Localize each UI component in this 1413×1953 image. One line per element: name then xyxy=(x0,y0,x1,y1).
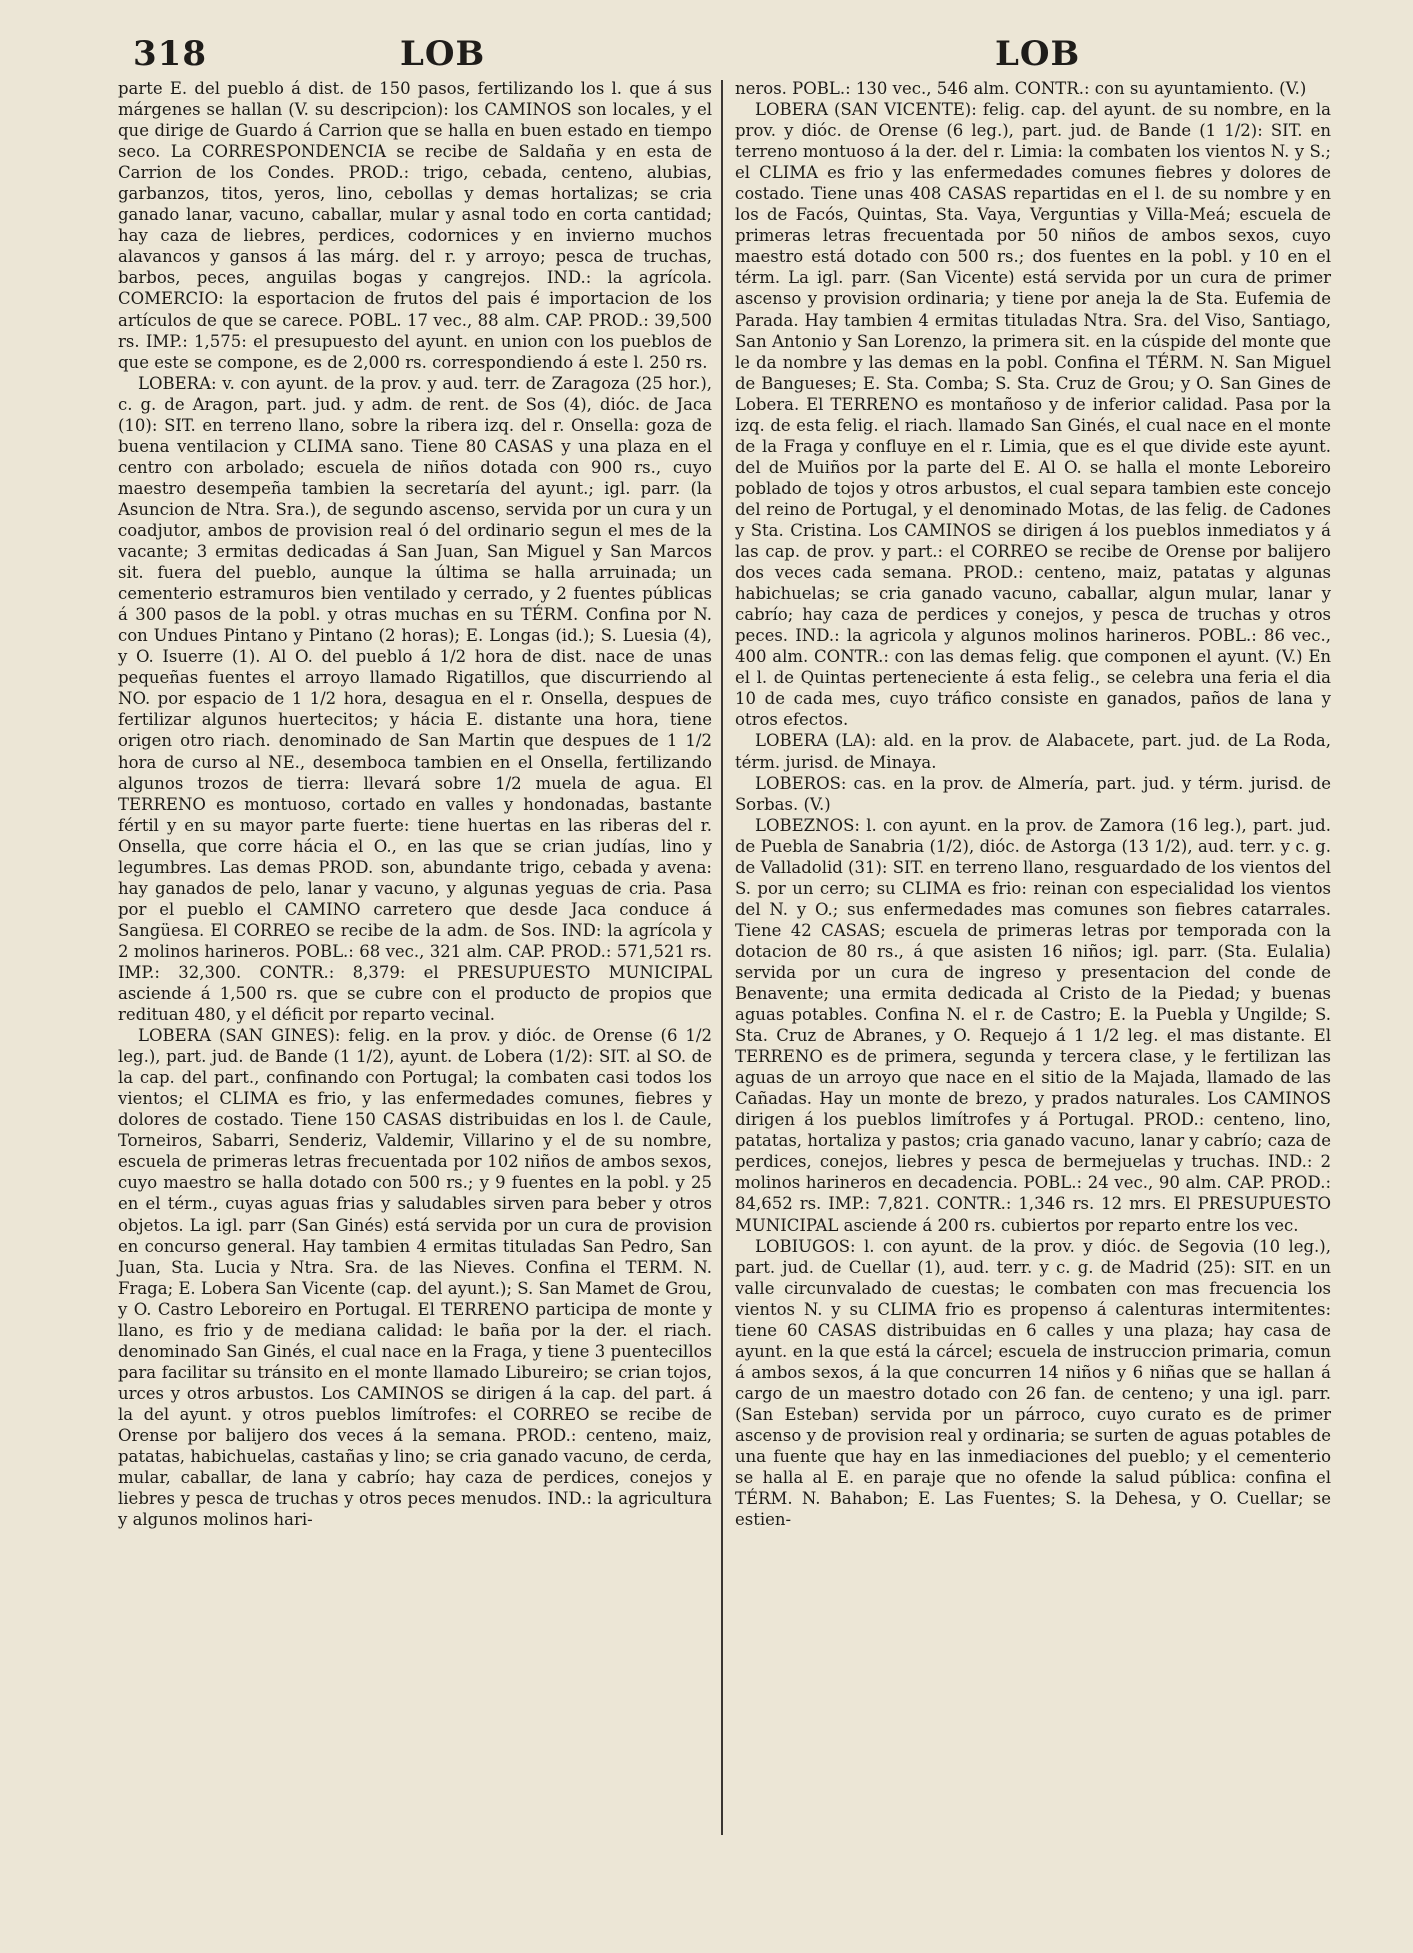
dictionary-entry: LOBEROS: cas. en la prov. de Almería, part. jud. y térm. jurisd. de Sorbas. (V.) xyxy=(735,773,1331,814)
dictionary-entry: neros. POBL.: 130 vec., 546 alm. CONTR.: con su ayuntamiento. (V.) xyxy=(735,79,1307,98)
column-divider xyxy=(721,80,723,1835)
left-column xyxy=(118,78,712,1530)
dictionary-entry: LOBEZNOS: l. con ayunt. en la prov. de Zamora (16 leg.), part. jud. de Puebla de Sanabria (1/2), dióc. de Astorga (13 1/2), aud. terr. y c. g. de Valladolid (31): SIT. en terreno llano, resguardado de los vientos del S. por un cerro; su CLIMA es frio: reinan con especialidad los vientos del N. y O.; sus enfermedades mas comunes son fiebres catarrales. Tiene 42 CASAS; escuela de primeras letras por temporada con la dotacion de 80 rs., á que asisten 16 niños; igl. parr. (Sta. Eulalia) servida por un cura de ingreso y presentacion del conde de Benavente; una ermita dedicada al Cristo de la Piedad; y buenas aguas potables. Confina N. el r. de Castro; E. la Puebla y Ungilde; S. Sta. Cruz de Abranes, y O. Requejo á 1 1/2 leg. el mas distante. El TERRENO es de primera, segunda y tercera clase, y le fertilizan las aguas de un arroyo que nace en el sitio de la Majada, llamado de las Cañadas. Hay un monte de brezo, y prados naturales. Los CAMINOS dirigen á los pueblos limítrofes y á Portugal. PROD.: centeno, lino, patatas, hortaliza y pastos; cria ganado vacuno, lanar y cabrío; caza de perdices, conejos, liebres y pesca de bermejuelas y truchas. IND.: 2 molinos harineros en decadencia. POBL.: 24 vec., 90 alm. CAP. PROD.: 84,652 rs. IMP.: 7,821. CONTR.: 1,346 rs. 12 mrs. El PRESUPUESTO MUNICIPAL asciende á 200 rs. cubiertos por reparto entre los vec. xyxy=(735,815,1331,1235)
dictionary-entry: LOBERA (LA): ald. en la prov. de Alabacete, part. jud. de La Roda, térm. jurisd. de Minaya. xyxy=(735,731,1331,772)
page-number: 318 xyxy=(133,34,207,74)
dictionary-entry: LOBERA: v. con ayunt. de la prov. y aud. terr. de Zaragoza (25 hor.), c. g. de Aragon, part. jud. y adm. de rent. de Sos (4), dióc. de Jaca (10): SIT. en terreno llano, sobre la ribera izq. del r. Onsella: goza de buena ventilacion y CLIMA sano. Tiene 80 CASAS y una plaza en el centro con arbolado; escuela de niños dotada con 900 rs., cuyo maestro desempeña tambien la secretaría del ayunt.; igl. parr. (la Asuncion de Ntra. Sra.), de segundo ascenso, servida por un cura y un coadjutor, ambos de provision real ó del ordinario segun el mes de la vacante; 3 ermitas dedicadas á San Juan, San Miguel y San Marcos sit. fuera del pueblo, aunque la última se halla arruinada; un cementerio estramuros bien ventilado y cerrado, y 2 fuentes públicas á 300 pasos de la pobl. y otras muchas en su TÉRM. Confina por N. con Undues Pintano y Pintano (2 horas); E. Longas (id.); S. Luesia (4), y O. Isuerre (1). Al O. del pueblo á 1/2 hora de dist. nace de unas pequeñas fuentes el arroyo llamado Rigatillos, que discurriendo al NO. por espacio de 1 1/2 hora, desagua en el r. Onsella, despues de fertilizar algunos huertecitos; y hácia E. distante una hora, tiene origen otro riach. denominado de San Martin que despues de 1 1/2 hora de curso al NE., desemboca tambien en el Onsella, fertilizando algunos trozos de tierra: llevará sobre 1/2 muela de agua. El TERRENO es montuoso, cortado en valles y hondonadas, bastante fértil y en su mayor parte fuerte: tiene huertas en las riberas del r. Onsella, que corre hácia el O., en las que se crian judías, lino y legumbres. Las demas PROD. son, abundante trigo, cebada y avena: hay ganados de pelo, lanar y vacuno, y algunas yeguas de cria. Pasa por el pueblo el CAMINO carretero que desde Jaca conduce á Sangüesa. El CORREO se recibe de la adm. de Sos. IND: la agrícola y 2 molinos harineros. POBL.: 68 vec., 321 alm. CAP. PROD.: 571,521 rs. IMP.: 32,300. CONTR.: 8,379: el PRESUPUESTO MUNICIPAL asciende á 1,500 rs. que se cubre con el producto de propios que redituan 480, y el déficit por reparto vecinal. xyxy=(118,373,712,1025)
dictionary-entry: LOBERA (SAN GINES): felig. en la prov. y dióc. de Orense (6 1/2 leg.), part. jud. de Bande (1 1/2), ayunt. de Lobera (1/2): SIT. al SO. de la cap. del part., confinando con Portugal; la combaten casi todos los vientos; el CLIMA es frio, y las enfermedades comunes, fiebres y dolores de costado. Tiene 150 CASAS distribuidas en los l. de Caule, Torneiros, Sabarri, Senderiz, Valdemir, Villarino y el de su nombre, escuela de primeras letras frecuentada por 102 niños de ambos sexos, cuyo maestro se halla dotado con 500 rs.; y 9 fuentes en la pobl. y 25 en el térm., cuyas aguas frias y saludables sirven para beber y otros objetos. La igl. parr (San Ginés) está servida por un cura de provision en concurso general. Hay tambien 4 ermitas tituladas San Pedro, San Juan, Sta. Lucia y Ntra. Sra. de las Nieves. Confina el TERM. N. Fraga; E. Lobera San Vicente (cap. del ayunt.); S. San Mamet de Grou, y O. Castro Leboreiro en Portugal. El TERRENO participa de monte y llano, es frio y de mediana calidad: le baña por la der. el riach. denominado San Ginés, el cual nace en la Fraga, y tiene 3 puentecillos para facilitar su tránsito en el monte llamado Libureiro; se crian tojos, urces y otros arbustos. Los CAMINOS se dirigen á la cap. del part. á la del ayunt. y otros pueblos limítrofes: el CORREO se recibe de Orense por balijero dos veces á la semana. PROD.: centeno, maiz, patatas, habichuelas, castañas y lino; se cria ganado vacuno, de cerda, mular, caballar, de lana y cabrío; hay caza de perdices, conejos y liebres y pesca de truchas y otros peces menudos. IND.: la agricultura y algunos molinos hari- xyxy=(118,1026,712,1530)
right-column xyxy=(735,78,1331,1530)
dictionary-entry: LOBERA (SAN VICENTE): felig. cap. del ayunt. de su nombre, en la prov. y dióc. de Orense (6 leg.), part. jud. de Bande (1 1/2): SIT. en terreno montuoso á la der. del r. Limia: la combaten los vientos N. y S.; el CLIMA es frio y las enfermedades comunes fiebres y dolores de costado. Tiene unas 408 CASAS repartidas en el l. de su nombre y en los de Facós, Quintas, Sta. Vaya, Verguntias y Villa-Meá; escuela de primeras letras frecuentada por 50 niños de ambos sexos, cuyo maestro está dotado con 500 rs.; dos fuentes en la pobl. y 10 en el térm. La igl. parr. (San Vicente) está servida por un cura de primer ascenso y provision ordinaria; y tiene por aneja la de Sta. Eufemia de Parada. Hay tambien 4 ermitas tituladas Ntra. Sra. del Viso, Santiago, San Antonio y San Lorenzo, la primera sit. en la cúspide del monte que le da nombre y las demas en la pobl. Confina el TÉRM. N. San Miguel de Bangueses; E. Sta. Comba; S. Sta. Cruz de Grou; y O. San Gines de Lobera. El TERRENO es montañoso y de inferior calidad. Pasa por la izq. de esta felig. el riach. llamado San Ginés, el cual nace en el monte de la Fraga y confluye en el r. Limia, que es el que divide este ayunt. del de Muiños por la parte del E. Al O. se halla el monte Leboreiro poblado de tojos y otros arbustos, el cual separa tambien este concejo del reino de Portugal, y el denominado Motas, de las felig. de Cadones y Sta. Cristina. Los CAMINOS se dirigen á los pueblos inmediatos y á las cap. de prov. y part.: el CORREO se recibe de Orense por balijero dos veces cada semana. PROD.: centeno, maiz, patatas y algunas habichuelas; se cria ganado vacuno, caballar, algun mular, lanar y cabrío; hay caza de perdices y conejos, y pesca de truchas y otros peces. IND.: la agricola y algunos molinos harineros. POBL.: 86 vec., 400 alm. CONTR.: con las demas felig. que componen el ayunt. (V.) En el l. de Quintas perteneciente á esta felig., se celebra una feria el dia 10 de cada mes, cuyo tráfico consiste en ganados, paños de lana y otros efectos. xyxy=(735,100,1331,730)
running-head-right: LOB xyxy=(995,34,1081,74)
dictionary-entry: parte E. del pueblo á dist. de 150 pasos, fertilizando los l. que á sus márgenes se hallan (V. su descripcion): los CAMINOS son locales, y el que dirige de Guardo á Carrion que se halla en buen estado en tiempo seco. La CORRESPONDENCIA se recibe de Saldaña y en esta de Carrion de los Condes. PROD.: trigo, cebada, centeno, alubias, garbanzos, titos, yeros, lino, cebollas y demas hortalizas; se cria ganado lanar, vacuno, caballar, mular y asnal todo en corta cantidad; hay caza de liebres, perdices, codornices y en invierno muchos alavancos y gansos á las márg. del r. y arroyo; pesca de truchas, barbos, peces, anguilas bogas y cangrejos. IND.: la agrícola. COMERCIO: la esportacion de frutos del pais é importacion de los artículos de que se carece. POBL. 17 vec., 88 alm. CAP. PROD.: 39,500 rs. IMP.: 1,575: el presupuesto del ayunt. en union con los pueblos de que este se compone, es de 2,000 rs. correspondiendo á este l. 250 rs. xyxy=(118,79,712,372)
running-head-left: LOB xyxy=(400,34,486,74)
dictionary-entry: LOBIUGOS: l. con ayunt. de la prov. y dióc. de Segovia (10 leg.), part. jud. de Cuellar (1), aud. terr. y c. g. de Madrid (25): SIT. en un valle circunvalado de cuestas; le combaten con mas frecuencia los vientos N. y su CLIMA frio es propenso á calenturas intermitentes: tiene 60 CASAS distribuidas en 6 calles y una plaza; hay casa de ayunt. en la que está la cárcel; escuela de instruccion primaria, comun á ambos sexos, á la que concurren 14 niños y 6 niñas que se hallan á cargo de un maestro dotado con 26 fan. de centeno; y una igl. parr. (San Esteban) servida por un párroco, cuyo curato es de primer ascenso y de provision real y ordinaria; se surten de aguas potables de una fuente que hay en las inmediaciones del pueblo; y el cementerio se halla al E. en paraje que no ofende la salud pública: confina el TÉRM. N. Bahabon; E. Las Fuentes; S. la Dehesa, y O. Cuellar; se estien- xyxy=(735,1236,1331,1530)
